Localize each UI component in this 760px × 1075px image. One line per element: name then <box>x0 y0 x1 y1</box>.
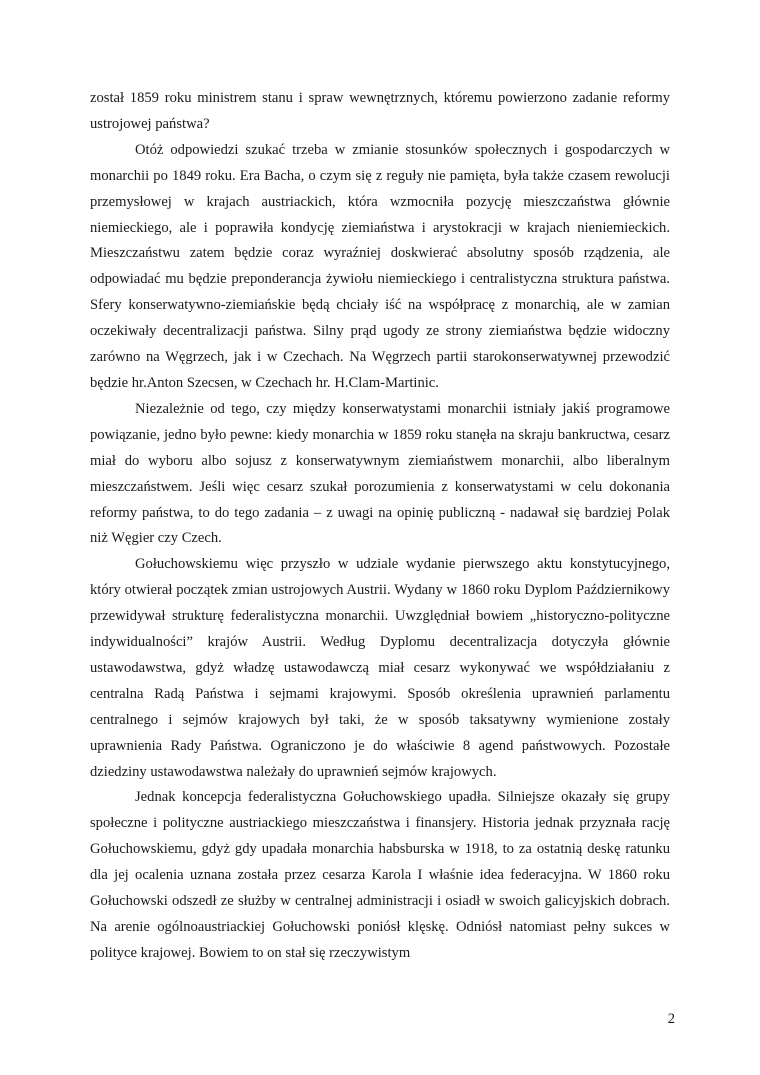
body-text <box>90 86 670 967</box>
page-number: 2 <box>667 1011 675 1027</box>
paragraph-continuation: został 1859 roku ministrem stanu i spraw wewnętrznych, któremu powierzono zadanie reformy ustrojowej państwa? <box>90 90 670 132</box>
paragraph: Niezależnie od tego, czy między konserwatystami monarchii istniały jakiś programowe powiązanie, jedno było pewne: kiedy monarchia w 1859 roku stanęła na skraju bankructwa, cesarz miał do wyboru albo sojusz z konserwatywnym ziemiaństwem monarchii, albo liberalnym mieszczaństwem. Jeśli więc cesarz szukał porozumienia z konserwatystami w celu dokonania reformy państwa, to do tego zadania – z uwagi na opinię publiczną - nadawał się bardziej Polak niż Węgier czy Czech. <box>90 400 670 547</box>
paragraph: Gołuchowskiemu więc przyszło w udziale wydanie pierwszego aktu konstytucyjnego, który otwierał początek zmian ustrojowych Austrii. Wydany w 1860 roku Dyplom Październikowy przewidywał strukturę federalistyczna monarchii. Uwzględniał bowiem „historyczno-polityczne indywidualności” krajów Austrii. Według Dyplomu decentralizacja dotyczyła głównie ustawodawstwa, gdyż władzę ustawodawczą miał cesarz wykonywać we współdziałaniu z centralna Radą Państwa i sejmami krajowymi. Sposób określenia uprawnień parlamentu centralnego i sejmów krajowych był taki, że w sposób taksatywny wymienione zostały uprawnienia Rady Państwa. Ograniczono je do właściwie 8 agend państwowych. Pozostałe dziedziny ustawodawstwa należały do uprawnień sejmów krajowych. <box>90 556 670 780</box>
paragraph: Jednak koncepcja federalistyczna Gołuchowskiego upadła. Silniejsze okazały się grupy społeczne i polityczne austriackiego mieszczaństwa i finansjery. Historia jednak przyznała rację Gołuchowskiemu, gdyż gdy upadała monarchia habsburska w 1918, to za ostatnią deskę ratunku dla jej ocalenia uznana została przez cesarza Karola I właśnie idea federacyjna. W 1860 roku Gołuchowski odszedł ze służby w centralnej administracji i osiadł w swoich galicyjskich dobrach. Na arenie ogólnoaustriackiej Gołuchowski poniósł klęskę. Odniósł natomiast pełny sukces w polityce krajowej. Bowiem to on stał się rzeczywistym <box>90 789 670 961</box>
paragraph: Otóż odpowiedzi szukać trzeba w zmianie stosunków społecznych i gospodarczych w monarchii po 1849 roku. Era Bacha, o czym się z reguły nie pamięta, była także czasem rewolucji przemysłowej w krajach austriackich, która wzmocniła pozycję mieszczaństwa głównie niemieckiego, ale i poprawiła kondycję ziemiaństwa i arystokracji w krajach nieniemieckich. Mieszczaństwu zatem będzie coraz wyraźniej doskwierać absolutny sposób rządzenia, ale odpowiadać mu będzie preponderancja żywiołu niemieckiego i centralistyczna struktura państwa. Sfery konserwatywno-ziemiańskie będą chciały iść na współpracę z monarchią, ale w zamian oczekiwały decentralizacji państwa. Silny prąd ugody ze strony ziemiaństwa będzie widoczny zarówno na Węgrzech, jak i w Czechach. Na Węgrzech partii starokonserwatywnej przewodzić będzie hr.Anton Szecsen, w Czechach hr. H.Clam-Martinic. <box>90 141 670 391</box>
